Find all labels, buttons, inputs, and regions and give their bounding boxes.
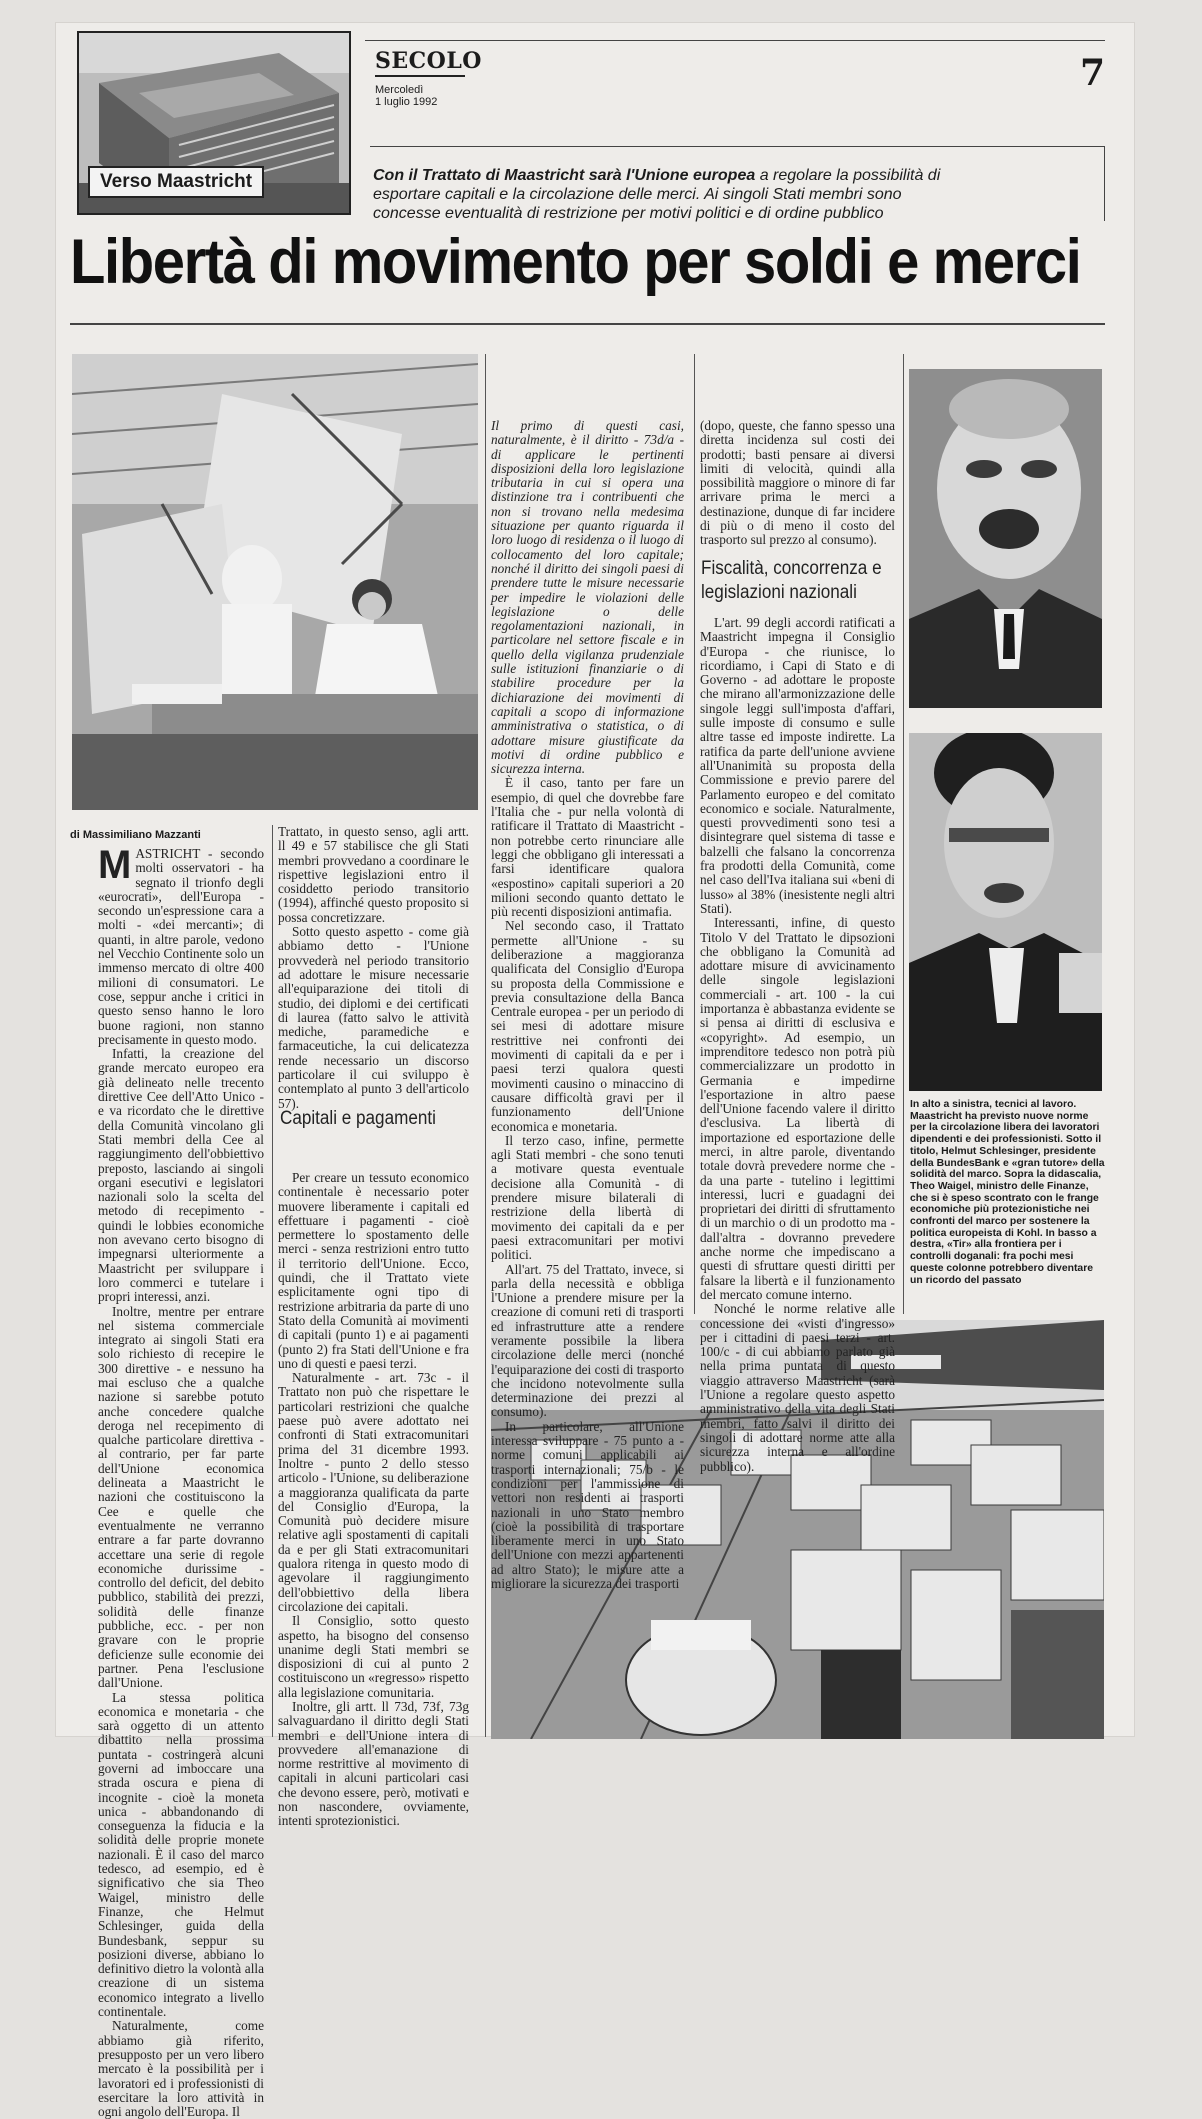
section-heading-fiscalita: Fiscalità, concorrenza e legislazioni nazionali: [701, 558, 882, 603]
section-label: Verso Maastricht: [88, 166, 264, 198]
column-2-paragraph-3: Per creare un tessuto economico continentale è necessario poter muovere liberamente i capitali ed effettuare i pagamenti - cioè permettere lo spostamento delle merci - senza restrizioni entro tutto il territorio dell'Unione. Ecco, quindi, che il Trattato viete esplicitamente ogni tipo di restrizione arbitraria da parte di uno Stato della Comunità ai movimenti di capitali (punto 1) e ai pagamenti (punto 2) fra Stati dell'Unione e fra uno di questi e paesi terzi.: [278, 1170, 469, 1371]
column-4-paragraph-2: L'art. 99 degli accordi ratificati a Maastricht impegna il Consiglio d'Europa - che riunisce, lo ricordiamo, i Capi di Stato e di Governo - ad adottare le proposte che mirano all'armonizzazione delle singole leggi sull'imposta d'affari, sulle imposte di consumo e sulle altre tasse ed imposte indirette. La ratifica da parte dell'unione avviene all'Unanimità su proposta della Commissione e previo parere del Parlamento europeo e del comitato economico e sociale. Naturalmente, questi provvedimenti sono tesi a disintegrare quel sistema di tasse e balzelli che falsano la concorrenza fra prodotti della Comunità, come nel caso dell'Iva italiana sui «beni di lusso» al 38% (inesistente negli altri Stati).: [700, 615, 895, 916]
column-rule: [485, 354, 486, 1737]
column-3-paragraph-4: Il terzo caso, infine, permette agli Stati membri - che sono tenuti a motivare questa eventuale decisione alla Comunità - di prendere misure bilaterali di restrizione della libertà di movimento dei capitali da e per paesi extracomunitari per motivi politici.: [491, 1132, 684, 1263]
subhead-rule: [370, 146, 1105, 147]
masthead-rule: [375, 75, 465, 77]
byline: di Massimiliano Mazzanti: [70, 829, 201, 841]
headline-rule: [70, 323, 1105, 325]
drop-cap: M: [98, 843, 132, 887]
column-2-paragraph-5: Il Consiglio, sotto questo aspetto, ha bisogno del consenso unanime degli Stati membri se disposizioni di cui al punto 2 costituiscono un «regresso» rispetto alla legislazione comunitaria.: [278, 1613, 469, 1700]
column-1-paragraph-2: Infatti, la creazione del grande mercato europeo era già delineato nelle trecento direttive Cee dell'Atto Unico - e va ricordato che le direttive della Comunità vincolano gli Stati membri della Cee al raggiungimento dell'obbiettivo preposto, lasciando ai singoli organi esecutivi e legislatori nazionali solo la scelta del metodo di recepimento - quindi le lobbies economiche non avevano certo bisogno di impegnarsi ulteriormente a Maastricht per sviluppare i loro commerci e tutelare i propri interessi, anzi.: [98, 1046, 264, 1305]
column-2-paragraph-2: Sotto questo aspetto - come già abbiamo detto - l'Unione provvederà nel periodo transitorio ad adottare le misure necessarie all'equiparazione dei titoli di studio, dei diplomi e dei certificati di laurea (fatto salvo le attività mediche, paramediche e farmaceutiche, la cui delicatezza rende necessario un discorso particolare il cui sviluppo è contemplato al punto 3 dell'articolo 57).: [278, 924, 469, 1111]
photo-caption: In alto a sinistra, tecnici al lavoro. Maastricht ha previsto nuove norme per la circolazione libera dei lavoratori dipendenti e dei professionisti. Sotto il titolo, Helmut Schlesinger, presidente della BundesBank e «gran tutore» della solidità del marco. Sopra la didascalia, Theo Waigel, ministro delle Finanze, che si è speso scontrato con le frange economiche più protezionistiche nei confronti del marco per sostenere la politica europeista di Kohl. In basso a destra, «Tir» alla frontiera per i controlli doganali: fra pochi mesi queste colonne potrebbero diventare un ricordo del passato: [910, 1099, 1105, 1286]
weekday: Mercoledì: [375, 84, 424, 96]
column-rule: [272, 825, 273, 1737]
column-3-paragraph-6: In particolare, all'Unione interessa sviluppare - 75 punto a - norme comuni applicabili ai trasporti internazionali; 75/b - le condizioni per l'ammissione di vettori non residenti ai trasporti nazionali in uno Stato membro (cioè la possibilità di trasportare liberamente merci in uno Stato dell'Unione con mezzi appartenenti ad altro Stato); le misure atte a migliorare la sicurezza dei trasporti: [491, 1418, 684, 1592]
article-column-4-bottom: [700, 616, 895, 1474]
subhead-rest: a regolare la possibilità di esportare capitali e la circolazione delle merci. Ai singoli Stati membri sono concesse eventualità di restrizione per motivi politici e di ordine pubblico: [373, 167, 941, 222]
column-1-paragraph-3: Inoltre, mentre per entrare nel sistema commerciale integrato ai singoli Stati era solo richiesto di recepire le 300 direttive - e nessuno ha mai escluso che a qualche nazione si sarebbe potuto anche concedere qualche deroga nel recepimento di qualche particolare direttiva - al contrario, per far parte dell'Unione economica delineata a Maastricht le nazioni che costituiscono la Cee e quelle che eventualmente ne verranno entrare a far parte dovranno accettare una serie di regole economiche durissime - controllo del deficit, del debito pubblico, stabilità dei prezzi, solidità delle finanze pubbliche, ecc. - per non gravare con le proprie deficienze sulle economie dei partner. Pena l'esclusione dall'Unione.: [98, 1303, 264, 1691]
article-column-2-top: [278, 825, 469, 1111]
column-3-paragraph-2: È il caso, tanto per fare un esempio, di quel che dovrebbe fare l'Italia che - pur nella volontà di ratificare il Trattato di Maastricht - non potrebbe certo rinunciare alle leggi che obbligano gli interessati a farsi identificare qualora «espostino» capitali superiori a 20 milioni secondo quanto dettato le più recenti disposizioni antimafia.: [491, 775, 684, 920]
technicians-photo: [72, 354, 478, 810]
column-2-paragraph-6: Inoltre, gli artt. ll 73d, 73f, 73g salvaguardano il diritto degli Stati membri e dell'Unione intera di provvedere all'emanazione di norme restrittive al movimento di capitali in alcuni particolari casi che devono essere, però, motivati e non nascondere, ovviamente, intenti sprotezionistici.: [278, 1698, 469, 1829]
subhead-vrule: [1104, 146, 1105, 221]
article-column-2-bottom: [278, 1171, 469, 1829]
column-4-paragraph-3: Interessanti, infine, di questo Titolo V del Trattato le dipsozioni che obbligano la Comunità ad adottare misure di avvicinamento delle singole legislazioni commerciali - art. 100 - la cui importanza è abbastanza evidente se si pensa ai diritti di esclusiva e «copyright». Ad esempio, un imprenditore tedesco non potrà più commercializzare un prodotto in Germania e impedirne l'esportazione in altro paese dell'Unione facendo valere il diritto d'esclusiva. La libertà di importazione ed esportazione delle merci, in altre parole, diventando totale dovrà prevedere norme che - da una parte - tutelino i legittimi interessi, lucri e guadagni dei proprietari dei diritti di sfruttamento di un marchio o di un prodotto ma - dall'altra - dovranno prevedere anche norme che impediscano a questi di sfruttare questi diritti per falsare la libertà e il funzionamento del mercato comune interno.: [700, 915, 895, 1302]
subhead-lead: Con il Trattato di Maastricht sarà l'Unione europea: [373, 167, 756, 184]
column-3-paragraph-1: Il primo di questi casi, naturalmente, è il diritto - 73d/a - di applicare le pertinenti disposizioni della loro legislazione tributaria in cui si opera una distinzione tra i contribuenti che non si trovano nella medesima situazione per quanto riguarda il loro luogo di residenza o il luogo di collocamento del loro capitale; nonché il diritto dei singoli paesi di prendere tutte le misure necessarie per impedire le violazioni delle legislazione o delle regolamentazioni nazionali, in particolare nel settore fiscale e in quello della vigilanza prudenziale sulle istituzioni finanziarie o di stabilire procedure per la dichiarazione dei movimenti di capitali a scopo di informazione amministrativa o statistica, o di adottare misure giustificate da motivi di ordine pubblico e sicurezza interna.: [491, 418, 684, 777]
column-4-paragraph-4: Nonché le norme relative alle concessione dei «visti d'ingresso» per i cittadini di paesi terzi - art. 100/c - di cui abbiamo parlato già nella prima puntata di questo viaggio attraverso Maastricht (sarà l'Unione a regolare questo aspetto amministrativo della vita degli Stati membri, fatto salvi il diritto dei singoli di adottare norme atte alla sicurezza interna e all'ordine pubblico).: [700, 1301, 895, 1474]
top-rule: [365, 40, 1105, 41]
column-1-paragraph-4: La stessa politica economica e monetaria - che sarà oggetto di un attento dibattito nella prossima puntata - costringerà alcuni governi ad imboccare una strada oscura e piena di incognite - cioè la moneta unica - abbandonando di conseguenza la fiducia e la solidità delle proprie monete nazionali. È il caso del marco tedesco, ad esempio, ed è significativo che sia Theo Waigel, ministro delle Finanze, che Helmut Schlesinger, guida della Bundesbank, seppur su posizioni diverse, abbiano lo definitivo dietro la volontà alla creazione di un sistema economico integrato a livello continentale.: [98, 1689, 264, 2020]
article-column-3: [491, 419, 684, 1591]
column-2-paragraph-4: Naturalmente - art. 73c - il Trattato non può che rispettare le particolari restrizioni che qualche paese può avere adottato nei confronti di Stati extracomunitari prima del 31 dicembre 1993. Inoltre - punto 2 dello stesso articolo - l'Unione, su deliberazione a maggioranza qualificata da parte del Consiglio d'Europa, la Comunità può decidere misure relative agli spostamenti di capitali da e per gli Stati extracomunitari qualora ritenga in questo modo di agevolare il raggiungimento dell'obbiettivo della libera circolazione dei capitali.: [278, 1370, 469, 1614]
column-3-paragraph-5: All'art. 75 del Trattato, invece, si parla della necessità e obbliga l'Unione a prendere misure per la creazione di comuni reti di trasporti ed infrastrutture atte a rendere veramente possibile la libera circolazione delle merci (nonché l'equiparazione dei costi di trasporto che incidono notevolmente sulla determinazione dei prezzi al consumo).: [491, 1261, 684, 1420]
column-rule: [694, 354, 695, 1314]
date-line: [375, 84, 437, 108]
waigel-portrait: [909, 733, 1102, 1091]
masthead: SECOLO: [375, 48, 482, 74]
headline: Libertà di movimento per soldi e merci: [70, 227, 1081, 297]
article-column-4-top: [700, 419, 895, 548]
column-4-paragraph-1: (dopo, queste, che fanno spesso una diretta incidenza sul costi dei prodotti; basti pensare ai diversi limiti di velocità, quindi alla possibilità maggiore o minore di far arrivare prima le merci a destinazione, dunque di far incidere di più o di meno il costo del trasporto sul prezzo al consumo).: [700, 418, 895, 548]
subhead: [373, 166, 973, 223]
article-column-1: [98, 843, 264, 2119]
column-rule: [903, 354, 904, 1314]
section-heading-capitali: Capitali e pagamenti: [280, 1108, 436, 1129]
schlesinger-portrait: [909, 369, 1102, 708]
date: 1 luglio 1992: [375, 96, 438, 108]
column-3-paragraph-3: Nel secondo caso, il Trattato permette all'Unione - su deliberazione a maggioranza qualificata del Consiglio d'Europa su proposta della Commissione e previa consultazione della Banca Centrale europea - per un periodo di sei mesi di adottare misure restrittive nei confronti dei movimenti di capitali da e per i paesi terzi qualora questi movimenti causino o minaccino di causare difficoltà gravi per il funzionamento dell'Unione economica e monetaria.: [491, 918, 684, 1134]
column-1-paragraph-5: Naturalmente, come abbiamo già riferito, presupposto per un vero libero mercato è la possibilità per i lavoratori ed i professionisti di esercitare la loro attività in ogni angolo dell'Europa. Il: [98, 2018, 264, 2119]
column-2-paragraph-1: Trattato, in questo senso, agli artt. ll 49 e 57 stabilisce che gli Stati membri provvedano a coordinare le rispettive legislazioni entro il cosiddetto periodo transitorio (1994), affinché questo proposito si possa concretizzare.: [278, 824, 469, 925]
column-1-paragraph-1: ASTRICHT - secondo molti osservatori - ha segnato il trionfo degli «eurocrati», dell'Europa - secondo un'espressione cara a molti - «dei mercanti»; di quanti, in altre parole, vedono nel Vecchio Continente solo un immenso mercato di oltre 400 milioni di consumatori. Le cose, seppur anche i critici in questo senso hanno le loro buone ragioni, non stanno precisamente in questo modo.: [98, 846, 264, 1047]
page-number: 7: [1080, 52, 1106, 94]
